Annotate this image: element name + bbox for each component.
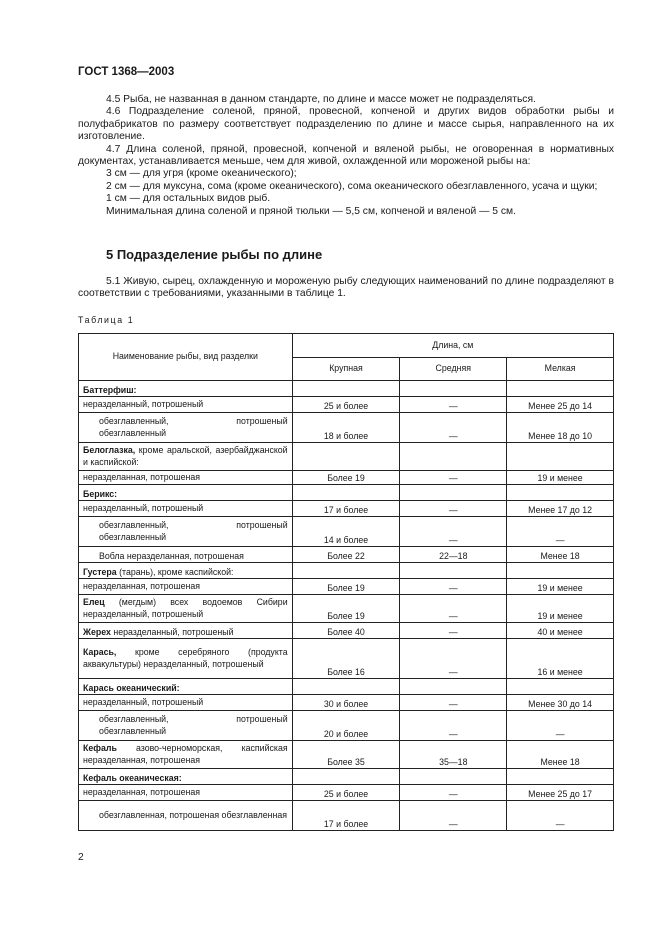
table-row: [79, 485, 614, 501]
table-row: [79, 623, 614, 639]
cell-small: Менее 18: [507, 547, 614, 563]
table-row: [79, 397, 614, 413]
species-note: неразделанный, потрошеный: [110, 626, 234, 637]
cut-name: неразделанный, потрошеный: [79, 397, 293, 413]
cell-small: 40 и менее: [507, 623, 614, 639]
table-row: [79, 517, 614, 547]
cell-medium: —: [400, 695, 507, 711]
cell-medium: —: [400, 397, 507, 413]
cell-large: 18 и более: [292, 413, 400, 443]
cell-medium: —: [400, 785, 507, 801]
table-row: [79, 501, 614, 517]
cell-small: —: [507, 517, 614, 547]
cell-large: Более 40: [292, 623, 400, 639]
table-row: [79, 547, 614, 563]
table-row: [79, 801, 614, 831]
cell-large: Более 22: [292, 547, 400, 563]
cut-name: неразделанная, потрошеная: [79, 471, 293, 485]
section-heading: 5 Подразделение рыбы по длине: [106, 247, 323, 262]
species-title: Белоглазка,: [83, 445, 136, 456]
species-note: азово-черноморская, каспийская неразделанная, потрошеная: [83, 743, 288, 765]
paragraph-others: 1 см — для остальных видов рыб.: [106, 193, 271, 205]
species-note: кроме серебряного (продукта аквакультуры) неразделанный, потрошеный: [83, 647, 288, 669]
paragraph-tyulka: Минимальная длина соленой и пряной тюльки — 5,5 см, копченой и вяленой — 5 см.: [106, 205, 516, 217]
cell-large: Более 16: [292, 639, 400, 679]
table-row: [79, 741, 614, 769]
cell-small: 19 и менее: [507, 595, 614, 623]
document-code: ГОСТ 1368—2003: [78, 66, 175, 78]
species-title: Кефаль океаническая:: [83, 772, 182, 783]
cell-medium: —: [400, 501, 507, 517]
cell-large: 30 и более: [292, 695, 400, 711]
paragraph-5-1: 5.1 Живую, сырец, охлажденную и мороженую рыбу следующих наименований по длине подразделяют в соответствии с требованиями, указанными в таблице 1.: [78, 276, 614, 300]
cut-name: обезглавленный, потрошеный обезглавленный: [79, 517, 293, 547]
table-row: [79, 711, 614, 741]
table-row: [79, 413, 614, 443]
cell-medium: —: [400, 595, 507, 623]
species-title: Берикс:: [83, 488, 118, 499]
cell-small: Менее 17 до 12: [507, 501, 614, 517]
cell-medium: —: [400, 579, 507, 595]
species-note: (мегдым) всех водоемов Сибири неразделанный, потрошеный: [83, 597, 288, 619]
cell-small: 16 и менее: [507, 639, 614, 679]
cell-medium: —: [400, 639, 507, 679]
table-row: [79, 579, 614, 595]
cell-medium: —: [400, 623, 507, 639]
table-row: [79, 595, 614, 623]
page-number: 2: [78, 852, 84, 863]
cell-small: Менее 18: [507, 741, 614, 769]
header-large: Крупная: [292, 358, 400, 381]
species-note: (тарань), кроме каспийской:: [116, 566, 234, 577]
cell-large: Более 19: [292, 579, 400, 595]
cell-large: Более 35: [292, 741, 400, 769]
cell-large: 20 и более: [292, 711, 400, 741]
cell-small: —: [507, 711, 614, 741]
cell-large: Более 19: [292, 595, 400, 623]
fish-name: Вобла неразделанная, потрошеная: [79, 547, 293, 563]
cell-small: Менее 25 до 14: [507, 397, 614, 413]
paragraph-4-5: 4.5 Рыба, не названная в данном стандарте, по длине и массе может не подразделяться.: [106, 94, 536, 105]
header-name: Наименование рыбы, вид разделки: [79, 334, 293, 381]
table-row: [79, 679, 614, 695]
cut-name: обезглавленная, потрошеная обезглавленная: [79, 801, 293, 831]
table-row: [79, 785, 614, 801]
cell-small: —: [507, 801, 614, 831]
species-title: Баттерфиш:: [83, 384, 137, 395]
paragraph-4-7: 4.7 Длина соленой, пряной, провесной, копченой и вяленой рыбы, не оговоренная в нормативных документах, устанавливается меньше, чем для живой, охлажденной или мороженой рыбы на:: [78, 143, 614, 168]
cell-medium: —: [400, 711, 507, 741]
cell-large: 25 и более: [292, 785, 400, 801]
table-row: [79, 471, 614, 485]
species-title: Карась океанический:: [83, 682, 180, 693]
cell-small: Менее 25 до 17: [507, 785, 614, 801]
cell-small: 19 и менее: [507, 579, 614, 595]
table-row: [79, 639, 614, 679]
header-medium: Средняя: [400, 358, 507, 381]
species-title: Елец: [83, 597, 105, 608]
species-title: Карась,: [83, 647, 117, 658]
cell-medium: —: [400, 517, 507, 547]
cell-small: Менее 30 до 14: [507, 695, 614, 711]
cell-large: 14 и более: [292, 517, 400, 547]
intro-paragraphs: [78, 94, 614, 218]
fish-length-table: [78, 333, 614, 831]
species-note: кроме аральской, азербайджанской и каспийской:: [83, 445, 288, 467]
table-caption: Таблица 1: [78, 315, 135, 325]
cut-name: неразделанная, потрошеная: [79, 785, 293, 801]
cell-medium: 35—18: [400, 741, 507, 769]
table-row: [79, 443, 614, 471]
cut-name: обезглавленный, потрошеный обезглавленный: [79, 413, 293, 443]
cell-medium: —: [400, 471, 507, 485]
table-row: [79, 769, 614, 785]
cell-large: Более 19: [292, 471, 400, 485]
cut-name: неразделанная, потрошеная: [79, 579, 293, 595]
paragraph-muksun: 2 см — для муксуна, сома (кроме океанического), сома океанического обезглавленного, усача и щуки;: [106, 180, 598, 192]
cell-medium: —: [400, 801, 507, 831]
species-title: Кефаль: [83, 743, 117, 754]
cut-name: обезглавленный, потрошеный обезглавленный: [79, 711, 293, 741]
table-row: [79, 563, 614, 579]
cell-medium: —: [400, 413, 507, 443]
table-row: [79, 695, 614, 711]
species-title: Густера: [83, 566, 117, 577]
header-length: Длина, см: [292, 334, 613, 358]
cut-name: неразделанный, потрошеный: [79, 695, 293, 711]
cell-large: 17 и более: [292, 501, 400, 517]
table-row: [79, 381, 614, 397]
cut-name: неразделанный, потрошеный: [79, 501, 293, 517]
cell-medium: 22—18: [400, 547, 507, 563]
paragraph-4-6: 4.6 Подразделение соленой, пряной, провесной, копченой и других видов обработки рыбы и полуфабрикатов по размеру соответствует подразделению по длине и массе сырья, направленного на их изготовление.: [78, 106, 614, 143]
species-title: Жерех: [83, 626, 111, 637]
paragraph-eel: 3 см — для угря (кроме океанического);: [106, 168, 297, 180]
header-small: Мелкая: [507, 358, 614, 381]
cell-small: Менее 18 до 10: [507, 413, 614, 443]
cell-large: 17 и более: [292, 801, 400, 831]
cell-large: 25 и более: [292, 397, 400, 413]
cell-small: 19 и менее: [507, 471, 614, 485]
